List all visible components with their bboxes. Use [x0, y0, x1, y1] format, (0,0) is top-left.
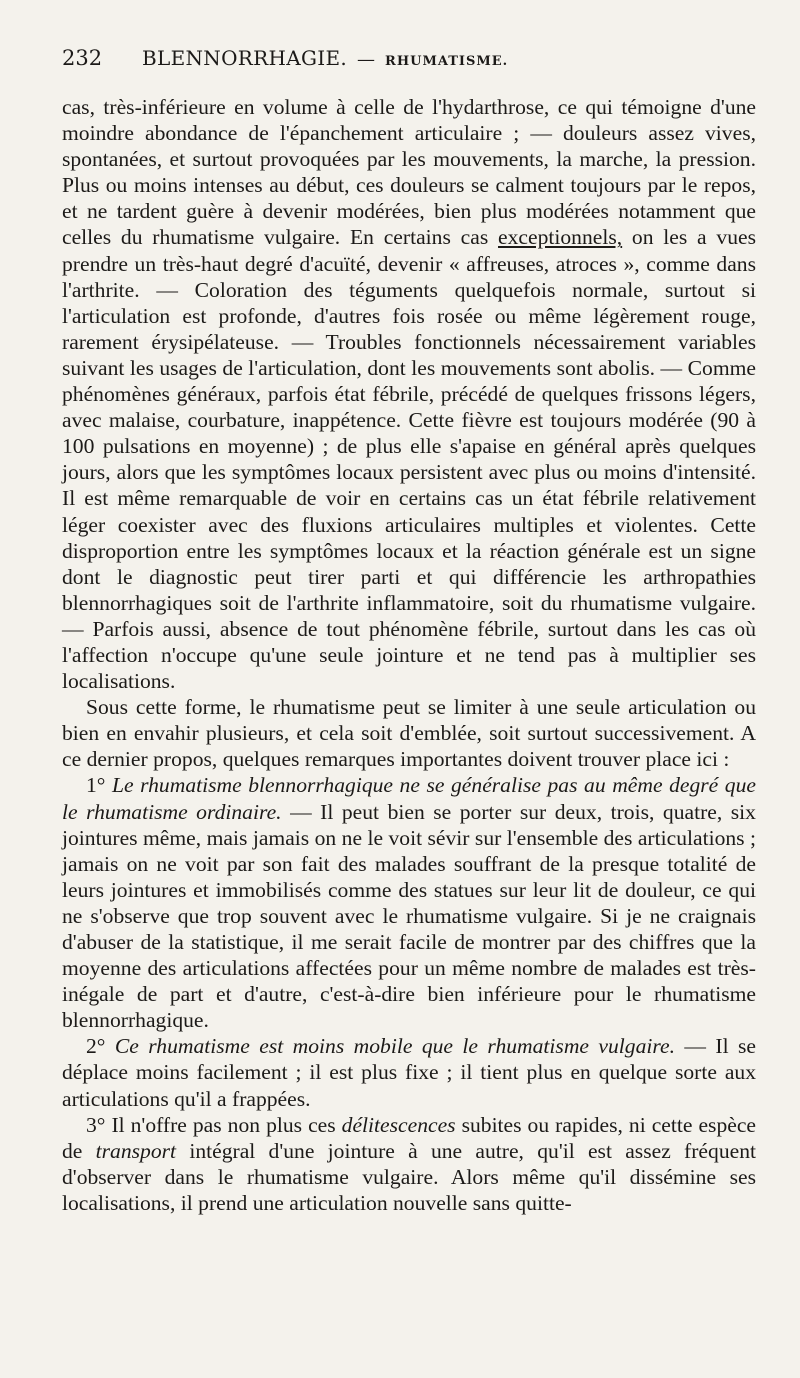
italic-term: délitescences: [341, 1112, 456, 1137]
remark-text: intégral d'une jointure à une autre, qu'il est assez fréquent d'observer dans le rhumatisme vulgaire. Alors même qu'il dissémine ses localisations, il prend une articulation nouvelle sans quitte-: [62, 1138, 756, 1215]
remark-statement: Le rhumatisme blennorrhagique ne se généralise pas au même degré que le rhumatisme ordinaire.: [62, 773, 756, 824]
remark-text: — Il se déplace moins facilement ; il est plus fixe ; il tient plus en quelque sorte aux articulations qu'il a frappées.: [62, 1034, 756, 1111]
italic-term: transport: [95, 1138, 177, 1163]
paragraph-remark-1: [62, 772, 756, 1033]
running-head: [62, 46, 756, 82]
remark-number: 1°: [86, 773, 106, 798]
paragraph-text: cas, très-inférieure en volume à celle de l'hydarthrose, ce qui témoigne d'une moindre abondance de l'épanchement articulaire ; — douleurs assez vives, spontanées, et surtout provoquées par les mouvements, la marche, la pression. Plus ou moins intenses au début, ces douleurs se calment toujours par le repos, et ne tardent guère à devenir modérées, bien plus modérées notamment que celles du rhumatisme vulgaire. En certains cas: [62, 95, 756, 250]
underlined-word: exceptionnels,: [498, 225, 623, 250]
paragraph-text: on les a vues prendre un très-haut degré d'acuïté, devenir « affreuses, atroces », comme dans l'arthrite. — Coloration des téguments quelquefois normale, surtout si l'articulation est profonde, d'autres fois rosée ou même légèrement rouge, rarement érysipélateuse. — Troubles fonctionnels nécessairement variables suivant les usages de l'articulation, dont les mouvements sont abolis. — Comme phénomènes généraux, parfois état fébrile, précédé de quelques frissons légers, avec malaise, courbature, inappétence. Cette fièvre est toujours modérée (90 à 100 pulsations en moyenne) ; de plus elle s'apaise en général après quelques jours, alors que les symptômes locaux persistent avec plus ou moins d'intensité. Il est même remarquable de voir en certains cas un état fébrile relativement léger coexister avec des fluxions articulaires multiples et violentes. Cette disproportion entre les symptômes locaux et la réaction générale est un signe dont le diagnostic peut tirer parti et qui différencie les arthropathies blennorrhagiques soit de l'arthrite inflammatoire, soit du rhumatisme vulgaire. — Parfois aussi, absence de tout phénomène fébrile, surtout dans les cas où l'affection n'occupe qu'une seule jointure et ne tend pas à multiplier ses localisations.: [62, 225, 757, 694]
paragraph-remark-3: [62, 1112, 756, 1216]
remark-text: — Il peut bien se porter sur deux, trois, quatre, six jointures même, mais jamais on ne le voit sévir sur l'ensemble des articulations ; jamais on ne voit par son fait des malades souffrant de la presque totalité de leurs jointures et immobilisés comme des statues sur leur lit de douleur, ce qui ne s'observe que trop souvent avec le rhumatisme vulgaire. Si je ne craignais d'abuser de la statistique, il me serait facile de montrer par des chiffres que la moyenne des articulations affectées pour un même nombre de malades est très-inégale de part et d'autre, c'est-à-dire bien inférieure pour le rhumatisme blennorrhagique.: [62, 799, 756, 1033]
remark-statement: Ce rhumatisme est moins mobile que le rhumatisme vulgaire.: [114, 1034, 675, 1059]
remark-number: 3°: [86, 1112, 106, 1137]
page-number: 232: [62, 46, 103, 70]
paragraph-forms: Sous cette forme, le rhumatisme peut se limiter à une seule articulation ou bien en envahir plusieurs, et cela soit d'emblée, soit surtout successivement. A ce dernier propos, quelques remarques importantes doivent trouver place ici :: [62, 695, 756, 772]
running-subtitle: RHUMATISME.: [385, 54, 509, 69]
paragraph-continuation: [62, 94, 756, 694]
remark-text: Il n'offre pas non plus ces: [105, 1112, 342, 1137]
remark-number: 2°: [86, 1034, 106, 1059]
remark-text: subites ou rapides, ni cette espèce de: [62, 1112, 756, 1163]
running-head-separator: —: [357, 49, 376, 70]
paragraph-remark-2: [62, 1033, 756, 1111]
running-title: BLENNORRHAGIE.: [142, 46, 348, 70]
body-text: [62, 94, 756, 1216]
